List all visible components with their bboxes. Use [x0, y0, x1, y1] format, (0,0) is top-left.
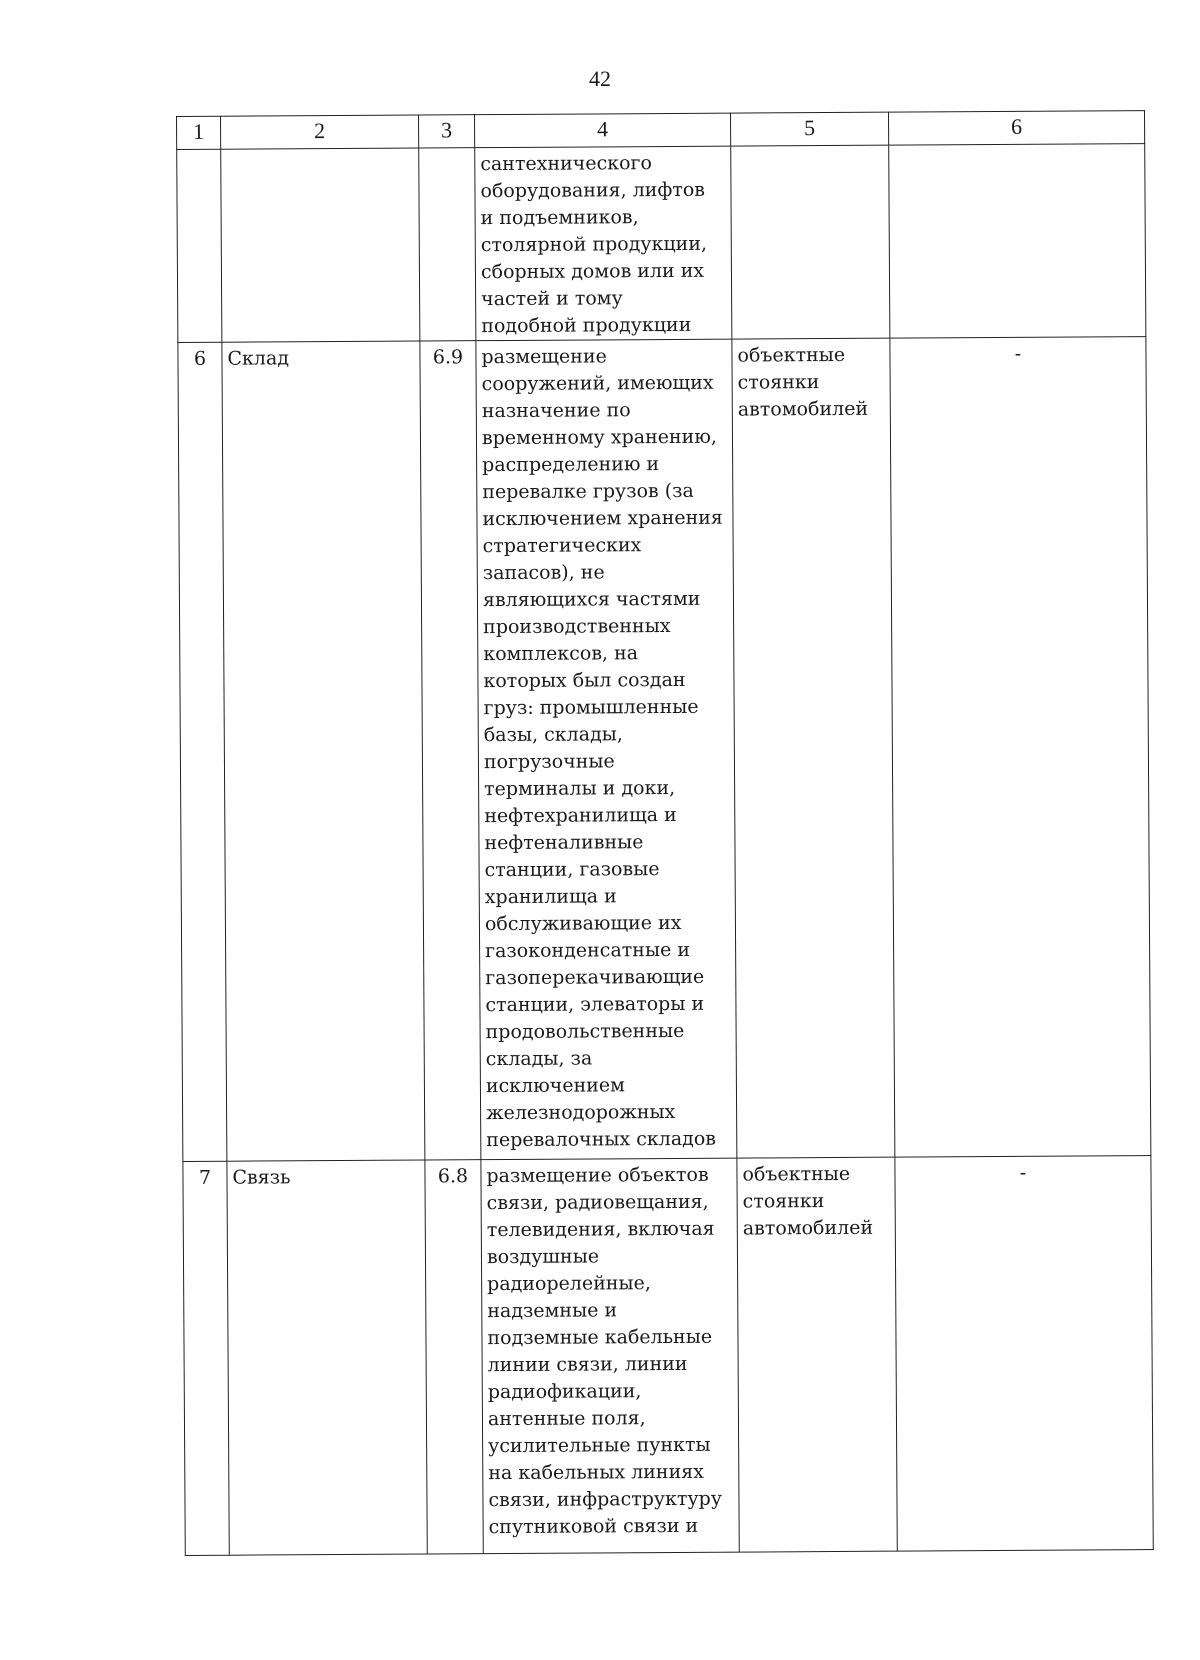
- description-line: воздушные: [486, 1245, 600, 1269]
- col5-line: автомобилей: [742, 1216, 874, 1240]
- description-line: сантехнического: [480, 152, 652, 176]
- table-row-communication: [183, 1156, 1153, 1556]
- cell-col5: [737, 1157, 897, 1552]
- description-line: на кабельных линиях: [488, 1460, 704, 1485]
- description-line: перевалке грузов (за: [482, 479, 694, 504]
- description-line: хранилища и: [484, 885, 617, 909]
- col5-line: объектные: [737, 343, 846, 367]
- cell-num-empty: [177, 149, 222, 342]
- page-number: 42: [589, 66, 611, 91]
- description-line: исключением: [485, 1074, 625, 1098]
- cell-code: 6.9: [420, 341, 481, 1160]
- description-line: линии связи, линии: [487, 1352, 688, 1377]
- description-line: радиофикации,: [487, 1380, 642, 1404]
- description-line: телевидения, включая: [486, 1217, 715, 1242]
- cell-name: Склад: [222, 341, 425, 1161]
- description-line: комплексов, на: [483, 642, 639, 666]
- header-col-2: 2: [221, 115, 419, 149]
- description-line: подобной продукции: [481, 313, 692, 338]
- description-line: которых был создан: [483, 668, 686, 693]
- col5-line: автомобилей: [737, 397, 869, 421]
- description-line: и подъемников,: [480, 206, 639, 230]
- table-row-warehouse: [178, 337, 1151, 1162]
- cell-num: 7: [183, 1161, 229, 1555]
- land-use-table: [176, 110, 1154, 1556]
- description-line: обслуживающие их: [484, 911, 682, 936]
- description-line: столярной продукции,: [480, 232, 708, 257]
- cell-name: Связь: [227, 1160, 427, 1555]
- header-col-1: 1: [177, 116, 221, 149]
- description-line: надземные и: [487, 1299, 618, 1323]
- description-line: исключением хранения: [482, 506, 723, 531]
- description-line: частей и тому: [481, 287, 623, 311]
- description-line: связи, инфраструктуру: [488, 1487, 723, 1512]
- col5-line: объектные: [742, 1162, 851, 1186]
- description-line: терминалы и доки,: [484, 776, 676, 801]
- description-line: радиорелейные,: [487, 1272, 651, 1296]
- cell-col5-empty: [731, 145, 890, 339]
- description-line: станции, элеваторы и: [485, 992, 705, 1017]
- cell-code-empty: [419, 148, 476, 341]
- description-line: связи, радиовещания,: [486, 1190, 709, 1215]
- description-line: подземные кабельные: [487, 1325, 713, 1350]
- description-line: склады, за: [485, 1047, 593, 1071]
- description-line: груз: промышленные: [483, 695, 699, 720]
- description-line: антенные поля,: [487, 1407, 646, 1431]
- description-line: усилительные пункты: [488, 1433, 711, 1458]
- description-line: станции, газовые: [484, 858, 660, 882]
- description-line: запасов), не: [482, 561, 605, 585]
- description-line: продовольственные: [485, 1019, 685, 1044]
- cell-description: [481, 1158, 739, 1554]
- description-line: газоконденсатные и: [485, 938, 691, 963]
- cell-col6: -: [890, 337, 1151, 1158]
- table-row-continuation: [177, 144, 1146, 343]
- header-col-3: 3: [418, 115, 474, 148]
- cell-col6-empty: [889, 144, 1146, 339]
- description-line: газоперекачивающие: [485, 965, 705, 990]
- header-col-6: 6: [888, 111, 1144, 146]
- cell-col6: -: [895, 1156, 1153, 1552]
- description-line: сборных домов или их: [480, 259, 705, 284]
- col5-line: стоянки: [737, 371, 820, 394]
- cell-name-empty: [221, 148, 420, 342]
- header-col-5: 5: [730, 112, 888, 146]
- description-line: производственных: [483, 614, 671, 639]
- cell-col5: [732, 338, 895, 1158]
- description-line: нефтехранилища и: [484, 803, 677, 828]
- col5-line: стоянки: [742, 1190, 825, 1213]
- description-line: распределению и: [482, 453, 660, 477]
- description-line: сооружений, имеющих: [481, 371, 714, 396]
- cell-num: 6: [178, 342, 227, 1161]
- description-line: железнодорожных: [486, 1100, 676, 1125]
- description-line: базы, склады,: [483, 723, 623, 747]
- description-line: назначение по: [481, 399, 631, 423]
- cell-code: 6.8: [425, 1160, 483, 1554]
- description-line: размещение объектов: [486, 1163, 709, 1188]
- description-line: погрузочные: [483, 750, 615, 774]
- cell-description: [476, 339, 737, 1160]
- description-line: перевалочных складов: [486, 1127, 717, 1152]
- description-line: временному хранению,: [481, 425, 717, 450]
- description-line: спутниковой связи и: [488, 1514, 699, 1539]
- description-line: оборудования, лифтов: [480, 178, 705, 203]
- description-line: являющихся частями: [482, 587, 701, 612]
- description-line: размещение: [481, 345, 607, 369]
- cell-description-continued: [475, 146, 732, 341]
- header-col-4: 4: [474, 113, 730, 148]
- description-line: стратегических: [482, 534, 642, 558]
- description-line: нефтеналивные: [484, 831, 644, 855]
